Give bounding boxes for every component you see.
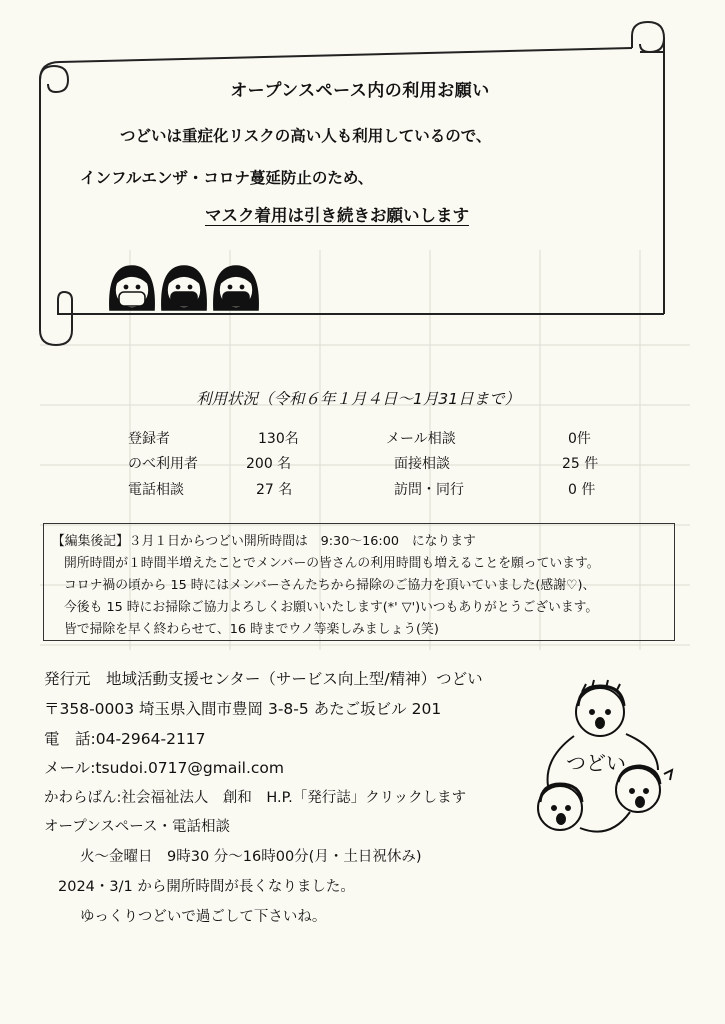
stat-label: メール相談 — [386, 431, 456, 447]
note-line: 【編集後記】３月１日からつどい開所時間は 9:30〜16:00 になります — [52, 534, 476, 549]
banner-line-1: つどいは重症化リスクの高い人も利用しているので、 — [120, 127, 492, 145]
stat-label: のべ利用者 — [128, 456, 198, 472]
tsudoi-mascot-logo — [530, 678, 680, 843]
phone: 電 話:04-2964-2117 — [44, 730, 206, 748]
stat-value: 130名 — [258, 431, 299, 447]
stat-label: 登録者 — [128, 431, 170, 447]
notice-extended-hours: 2024・3/1 から開所時間が長くなりました。 — [58, 879, 355, 895]
banner-title: オープンスペース内の利用お願い — [230, 81, 490, 101]
opening-hours: 火〜金曜日 9時30 分〜16時00分(月・土日祝休み) — [80, 849, 422, 865]
address: 〒358-0003 埼玉県入間市豊岡 3-8-5 あたご坂ビル 201 — [44, 700, 442, 718]
stat-value: 0 件 — [568, 482, 596, 498]
editors-note-box — [43, 523, 675, 641]
banner-line-2: インフルエンザ・コロナ蔓延防止のため、 — [80, 169, 374, 187]
stat-value: 200 名 — [246, 456, 292, 472]
usage-heading: 利用状況（令和６年１月４日〜1月31日まで） — [196, 390, 521, 408]
stat-value: 0件 — [568, 431, 591, 447]
kawaraban: かわらばん:社会福祉法人 創和 H.P.「発行誌」クリックします — [44, 790, 467, 806]
note-line: 皆で掃除を早く終わらせて、16 時までウノ等楽しみましょう(笑) — [64, 622, 439, 637]
stat-label: 電話相談 — [128, 482, 184, 498]
stat-label: 面接相談 — [394, 456, 450, 472]
note-line: 開所時間が１時間半増えたことでメンバーの皆さんの利用時間も増えることを願っています。 — [64, 556, 600, 571]
email: メール:tsudoi.0717@gmail.com — [44, 759, 284, 777]
service-name: オープンスペース・電話相談 — [44, 819, 231, 835]
mascot-label: つどい — [566, 751, 626, 775]
three-masked-faces-icon — [104, 260, 264, 316]
stat-value: 25 件 — [562, 456, 599, 472]
notice-welcome: ゆっくりつどいで過ごして下さいね。 — [80, 909, 327, 925]
note-line: 今後も 15 時にお掃除ご協力よろしくお願いいたします(*' ▽')いつもありがとうございます。 — [64, 600, 599, 615]
stat-label: 訪問・同行 — [394, 482, 464, 498]
issuer: 発行元 地域活動支援センター（サービス向上型/精神）つどい — [44, 670, 483, 688]
mask-request: マスク着用は引き続きお願いします — [205, 206, 469, 225]
note-line: コロナ禍の頃から 15 時にはメンバーさんたちから掃除のご協力を頂いていました(感謝♡)、 — [64, 578, 596, 593]
stat-value: 27 名 — [256, 482, 293, 498]
